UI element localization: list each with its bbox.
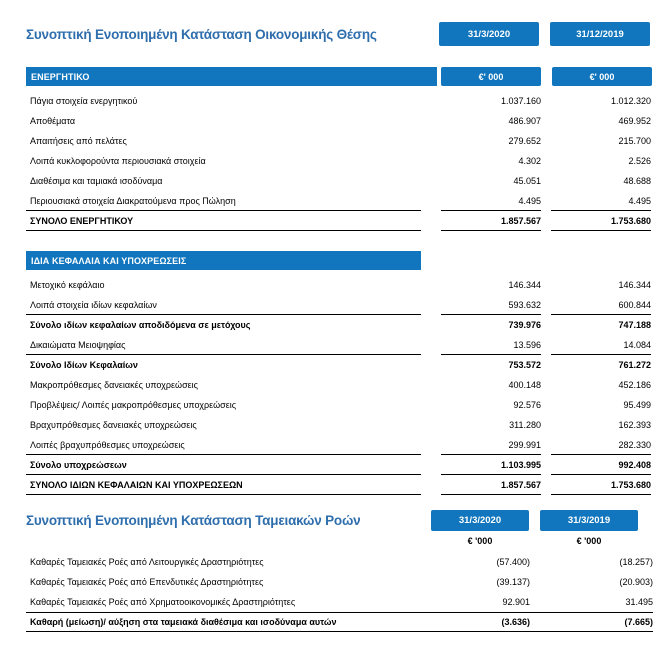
table-row <box>26 91 656 111</box>
row-label: Δικαιώματα Μειοψηφίας <box>26 335 421 355</box>
row-value-col2: 1.012.320 <box>610 96 651 106</box>
cashflow-column-header-date-1: 31/3/2020 <box>431 510 529 531</box>
row-value-col1: 486.907 <box>508 116 541 126</box>
table-row <box>26 355 656 375</box>
row-value-col1: 1.857.567 <box>441 211 541 231</box>
row-label: ΣΥΝΟΛΟ ΕΝΕΡΓΗΤΙΚΟΥ <box>26 211 421 231</box>
row-value-col1: 92.576 <box>513 400 541 410</box>
row-label: Πάγια στοιχεία ενεργητικού <box>30 96 138 106</box>
row-label: Μακροπρόθεσμες δανειακές υποχρεώσεις <box>30 380 198 390</box>
row-value-col1: (57.400) <box>496 557 530 567</box>
cashflow-rows <box>26 552 656 632</box>
section-header-equity-liabilities <box>26 251 656 270</box>
row-label: Βραχυπρόθεσμες δανειακές υποχρεώσεις <box>30 420 197 430</box>
column-header-date-2: 31/12/2019 <box>550 22 650 46</box>
table-row <box>26 171 656 191</box>
position-header-row <box>26 22 656 46</box>
equity-liabilities-band-label: ΙΔΙΑ ΚΕΦΑΛΑΙΑ ΚΑΙ ΥΠΟΧΡΕΩΣΕΙΣ <box>26 251 421 270</box>
row-value-col1: (3.636) <box>501 617 530 627</box>
row-value-col2: 162.393 <box>618 420 651 430</box>
row-value-col2: 600.844 <box>551 295 651 315</box>
table-row <box>26 572 653 592</box>
statement-financial-position <box>26 22 656 495</box>
equity-liabilities-rows <box>26 275 656 495</box>
row-value-col2: 14.084 <box>551 335 651 355</box>
row-label: ΣΥΝΟΛΟ ΙΔΙΩΝ ΚΕΦΑΛΑΙΩΝ ΚΑΙ ΥΠΟΧΡΕΩΣΕΩΝ <box>26 475 421 495</box>
table-row <box>26 335 656 355</box>
row-value-col2: 146.344 <box>618 280 651 290</box>
table-row <box>26 131 656 151</box>
row-value-col1: 311.280 <box>509 420 541 430</box>
row-value-col2: 48.688 <box>623 176 651 186</box>
row-value-col1: 279.652 <box>508 136 541 146</box>
cashflow-unit-col2: € '000 <box>576 535 602 546</box>
row-label: Περιουσιακά στοιχεία Διακρατούμενα προς Πώληση <box>26 191 421 211</box>
row-label: Σύνολο υποχρεώσεων <box>26 455 421 475</box>
row-value-col1: 739.976 <box>508 320 541 330</box>
cashflow-unit-col1: € '000 <box>467 535 493 546</box>
row-value-col2: 469.952 <box>618 116 651 126</box>
row-label: Μετοχικό κεφάλαιο <box>30 280 105 290</box>
row-value-col2: 31.495 <box>625 597 653 607</box>
row-value-col1: 400.148 <box>508 380 541 390</box>
section-header-assets <box>26 67 656 86</box>
row-value-col2: (7.665) <box>624 617 653 627</box>
row-label: Προβλέψεις/ Λοιπές μακροπρόθεσμες υποχρεώσεις <box>30 400 237 410</box>
statement-cashflow-title: Συνοπτική Ενοποιημένη Κατάσταση Ταμειακών Ροών <box>26 513 361 528</box>
table-row <box>26 295 656 315</box>
table-row <box>26 435 656 455</box>
table-row <box>26 455 656 475</box>
row-label: Καθαρές Ταμειακές Ροές από Επενδυτικές Δραστηριότητες <box>30 577 264 587</box>
row-label: Καθαρές Ταμειακές Ροές από Λειτουργικές Δραστηριότητες <box>30 557 264 567</box>
table-row <box>26 315 656 335</box>
row-value-col2: 2.526 <box>628 156 651 166</box>
cashflow-header-row <box>26 510 656 531</box>
row-value-col2: (20.903) <box>619 577 653 587</box>
row-label: Αποθέματα <box>30 116 76 126</box>
row-value-col2: 992.408 <box>551 455 651 475</box>
row-value-col2: 215.700 <box>618 136 651 146</box>
table-row <box>26 211 656 231</box>
table-row <box>26 552 653 572</box>
row-label: Λοιπές βραχυπρόθεσμες υποχρεώσεις <box>26 435 421 455</box>
row-value-col1: 92.901 <box>502 597 530 607</box>
statement-position-title: Συνοπτική Ενοποιημένη Κατάσταση Οικονομικής Θέσης <box>26 26 377 42</box>
row-value-col2: 1.753.680 <box>551 211 651 231</box>
unit-header-col2: €' 000 <box>552 67 652 86</box>
table-row <box>26 151 656 171</box>
table-row <box>26 415 656 435</box>
row-label: Καθαρές Ταμειακές Ροές από Χρηματοοικονομικές Δραστηριότητες <box>30 597 296 607</box>
row-value-col1: 1.857.567 <box>441 475 541 495</box>
row-label: Διαθέσιμα και ταμιακά ισοδύναμα <box>30 176 163 186</box>
row-value-col2: 1.753.680 <box>551 475 651 495</box>
table-row <box>26 475 656 495</box>
table-row <box>26 191 656 211</box>
row-value-col1: 45.051 <box>513 176 541 186</box>
row-value-col2: 747.188 <box>618 320 651 330</box>
row-label: Λοιπά κυκλοφορούντα περιουσιακά στοιχεία <box>30 156 206 166</box>
cashflow-units-row <box>26 534 656 547</box>
row-label: Απαιτήσεις από πελάτες <box>30 136 127 146</box>
assets-rows <box>26 91 656 231</box>
row-value-col1: 299.991 <box>441 435 541 455</box>
row-value-col2: 4.495 <box>551 191 651 211</box>
row-value-col2: (18.257) <box>619 557 653 567</box>
row-label: Λοιπά στοιχεία ιδίων κεφαλαίων <box>26 295 421 315</box>
row-value-col1: 4.302 <box>518 156 541 166</box>
row-value-col2: 282.330 <box>551 435 651 455</box>
row-label: Σύνολο ιδίων κεφαλαίων αποδιδόμενα σε μετόχους <box>30 320 251 330</box>
row-value-col2: 95.499 <box>623 400 651 410</box>
table-row <box>26 275 656 295</box>
table-row <box>26 592 653 612</box>
column-header-date-1: 31/3/2020 <box>439 22 539 46</box>
row-value-col1: 593.632 <box>441 295 541 315</box>
statement-cash-flows <box>26 510 656 632</box>
row-value-col2: 452.186 <box>618 380 651 390</box>
row-label: Καθαρή (μείωση)/ αύξηση στα ταμειακά διαθέσιμα και ισοδύναμα αυτών <box>30 617 337 627</box>
table-row <box>26 612 653 632</box>
table-row <box>26 111 656 131</box>
table-row <box>26 375 656 395</box>
row-value-col1: 1.037.160 <box>500 96 541 106</box>
row-value-col1: 753.572 <box>508 360 541 370</box>
row-value-col1: 146.344 <box>508 280 541 290</box>
assets-band-label: ΕΝΕΡΓΗΤΙΚΟ <box>26 67 437 86</box>
row-value-col1: 13.596 <box>441 335 541 355</box>
table-row <box>26 395 656 415</box>
cashflow-column-header-date-2: 31/3/2019 <box>540 510 638 531</box>
unit-header-col1: €' 000 <box>441 67 541 86</box>
row-value-col1: (39.137) <box>496 577 530 587</box>
row-value-col1: 1.103.995 <box>441 455 541 475</box>
row-label: Σύνολο Ιδίων Κεφαλαίων <box>30 360 138 370</box>
row-value-col2: 761.272 <box>618 360 651 370</box>
column-gap <box>539 34 550 35</box>
row-value-col1: 4.495 <box>441 191 541 211</box>
